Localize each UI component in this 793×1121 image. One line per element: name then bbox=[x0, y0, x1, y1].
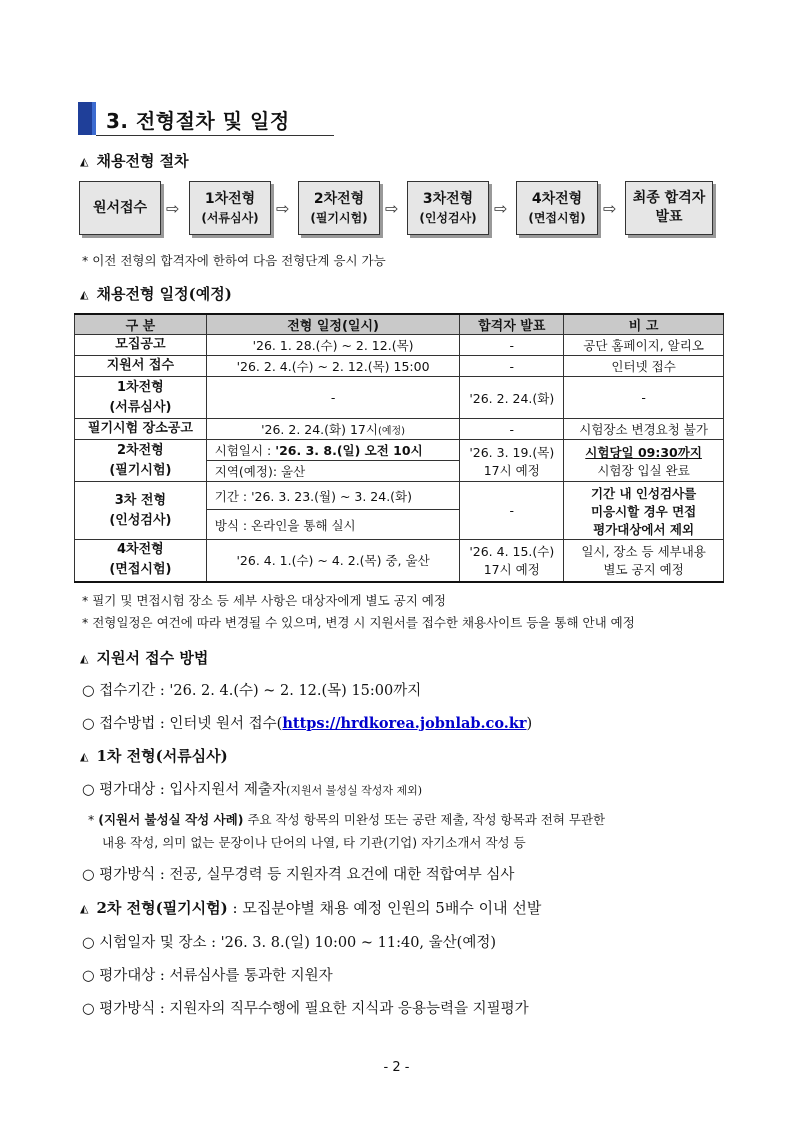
row-date: '26. 1. 28.(수) ~ 2. 12.(목) bbox=[206, 335, 460, 356]
schedule-heading bbox=[80, 283, 232, 304]
row-label-line: (서류심사) bbox=[109, 399, 172, 415]
row-date-small: (예정) bbox=[377, 426, 406, 437]
row-date: 지역(예정): 울산 bbox=[206, 461, 460, 482]
right-arrow-icon: ⇨ bbox=[385, 199, 399, 218]
table-row bbox=[75, 419, 724, 440]
row-result: - bbox=[460, 335, 564, 356]
stage1-example-bold: (지원서 불성실 작성 사례) bbox=[98, 812, 244, 827]
stage2-heading-text: 2차 전형(필기시험) bbox=[96, 899, 228, 917]
stage1-example-text: 주요 작성 항목의 미완성 또는 공란 제출, 작성 항목과 전혀 무관한 bbox=[243, 812, 606, 827]
row-note-line: 시험장 입실 완료 bbox=[597, 462, 690, 478]
row-note bbox=[564, 540, 724, 582]
flow-step-title: 2차전형 bbox=[313, 190, 365, 207]
row-note-line: 일시, 장소 등 세부내용 bbox=[581, 544, 706, 560]
row-label-line: 1차전형 bbox=[117, 379, 164, 395]
title-bar-accent-light bbox=[92, 102, 96, 135]
row-note-line: 평가대상에서 제외 bbox=[593, 521, 695, 537]
right-arrow-icon: ⇨ bbox=[603, 199, 617, 218]
stage2-heading bbox=[80, 897, 541, 918]
stage1-target-small: (지원서 불성실 작성자 제외) bbox=[286, 784, 423, 797]
row-note: - bbox=[564, 377, 724, 419]
row-note bbox=[564, 482, 724, 540]
triangle-icon: ◭ bbox=[80, 902, 89, 915]
right-arrow-icon: ⇨ bbox=[166, 199, 180, 218]
row-note: 인터넷 접수 bbox=[564, 356, 724, 377]
flow-step-sub: (필기시험) bbox=[310, 210, 368, 225]
procedure-heading-text: 채용전형 절차 bbox=[96, 152, 189, 170]
triangle-icon: ◭ bbox=[80, 155, 89, 168]
schedule-note: * 전형일정은 여건에 따라 변경될 수 있으며, 변경 시 지원서를 접수한 채용사이트 등을 통해 안내 예정 bbox=[82, 615, 635, 630]
application-method-suffix: ) bbox=[526, 716, 533, 732]
column-header: 비 고 bbox=[564, 314, 724, 335]
row-result: - bbox=[460, 419, 564, 440]
stage2-date: ○ 시험일자 및 장소 : '26. 3. 8.(일) 10:00 ~ 11:40, 울산(예정) bbox=[82, 935, 496, 951]
row-label-line: (필기시험) bbox=[109, 462, 172, 478]
row-result bbox=[460, 540, 564, 582]
stage1-example-text: 내용 작성, 의미 없는 문장이나 단어의 나열, 타 기관(기업) 자기소개서 작성 등 bbox=[102, 835, 526, 850]
title-underline bbox=[96, 135, 334, 136]
flow-step-stage4 bbox=[516, 181, 598, 235]
row-date-value: '26. 3. 8.(일) 오전 10시 bbox=[275, 443, 423, 458]
procedure-heading bbox=[80, 150, 189, 171]
row-note-line: 기간 내 인성검사를 bbox=[590, 485, 697, 501]
right-arrow-icon: ⇨ bbox=[494, 199, 508, 218]
row-label: 필기시험 장소공고 bbox=[75, 419, 207, 440]
row-date: 방식 : 온라인을 통해 실시 bbox=[206, 510, 460, 540]
flow-step-title: 1차전형 bbox=[204, 190, 256, 207]
flow-step-sub: (서류심사) bbox=[201, 210, 259, 225]
flow-step-sub: (인성검사) bbox=[419, 210, 477, 225]
table-header-row bbox=[75, 314, 724, 335]
row-result-line: 17시 예정 bbox=[483, 562, 540, 578]
row-label bbox=[75, 377, 207, 419]
row-label-line: (면접시험) bbox=[109, 562, 172, 578]
flow-step-title: 원서접수 bbox=[92, 199, 148, 216]
row-result: '26. 2. 24.(화) bbox=[460, 377, 564, 419]
flow-step-stage2 bbox=[298, 181, 380, 235]
row-result bbox=[460, 440, 564, 482]
row-label-line: 4차전형 bbox=[117, 542, 164, 558]
page-number: - 2 - bbox=[383, 1060, 410, 1075]
row-date: 기간 : '26. 3. 23.(월) ~ 3. 24.(화) bbox=[206, 482, 460, 510]
row-label-line: 2차전형 bbox=[117, 442, 164, 458]
application-heading-text: 지원서 접수 방법 bbox=[96, 649, 209, 667]
column-header: 구 분 bbox=[75, 314, 207, 335]
row-result: - bbox=[460, 482, 564, 540]
table-row bbox=[75, 540, 724, 582]
application-heading bbox=[80, 647, 208, 668]
stage1-heading bbox=[80, 745, 228, 766]
row-label bbox=[75, 540, 207, 582]
flow-step-title: 3차전형 bbox=[422, 190, 474, 207]
row-label bbox=[75, 482, 207, 540]
row-label: 모집공고 bbox=[75, 335, 207, 356]
column-header: 합격자 발표 bbox=[460, 314, 564, 335]
table-row bbox=[75, 356, 724, 377]
right-arrow-icon: ⇨ bbox=[276, 199, 290, 218]
schedule-note: * 필기 및 면접시험 장소 등 세부 사항은 대상자에게 별도 공지 예정 bbox=[82, 593, 446, 608]
row-result: - bbox=[460, 356, 564, 377]
flow-step-title: 4차전형 bbox=[531, 190, 583, 207]
row-date bbox=[206, 440, 460, 461]
table-row bbox=[75, 440, 724, 461]
procedure-note: * 이전 전형의 합격자에 한하여 다음 전형단계 응시 가능 bbox=[82, 253, 386, 268]
star-mark: * bbox=[88, 812, 95, 827]
stage1-method: ○ 평가방식 : 전공, 실무경력 등 지원자격 요건에 대한 적합여부 심사 bbox=[82, 867, 515, 883]
row-label-line: (인성검사) bbox=[109, 512, 172, 528]
row-note-line: 별도 공지 예정 bbox=[603, 562, 684, 578]
row-note: 공단 홈페이지, 알리오 bbox=[564, 335, 724, 356]
flow-step-stage1 bbox=[189, 181, 271, 235]
stage2-method: ○ 평가방식 : 지원자의 직무수행에 필요한 지식과 응용능력을 지필평가 bbox=[82, 1001, 529, 1017]
flow-step-title: 최종 합격자 bbox=[632, 190, 706, 206]
row-label bbox=[75, 440, 207, 482]
row-date bbox=[206, 419, 460, 440]
flow-step-sub: (면접시험) bbox=[528, 210, 586, 225]
stage2-heading-rest: : 모집분야별 채용 예정 인원의 5배수 이내 선발 bbox=[227, 899, 542, 917]
row-result-line: '26. 4. 15.(수) bbox=[469, 544, 555, 560]
row-result-line: '26. 3. 19.(목) bbox=[469, 444, 555, 460]
row-result-line: 17시 예정 bbox=[483, 462, 540, 478]
row-date: - bbox=[206, 377, 460, 419]
page-title: 3. 전형절차 및 일정 bbox=[106, 109, 290, 133]
application-method bbox=[82, 712, 532, 733]
row-date: '26. 4. 1.(수) ~ 4. 2.(목) 중, 울산 bbox=[206, 540, 460, 582]
flow-step-stage3 bbox=[407, 181, 489, 235]
row-note-line: 미응시할 경우 면접 bbox=[590, 503, 697, 519]
application-link[interactable]: https://hrdkorea.jobnlab.co.kr bbox=[282, 715, 527, 732]
flow-step-final bbox=[625, 181, 713, 235]
title-bar-accent bbox=[78, 102, 92, 135]
section-title bbox=[78, 100, 334, 136]
row-date-label: 시험일시 : bbox=[214, 443, 276, 458]
stage1-heading-text: 1차 전형(서류심사) bbox=[96, 747, 228, 765]
table-row bbox=[75, 377, 724, 419]
row-label-line: 3차 전형 bbox=[114, 492, 167, 508]
row-label: 지원서 접수 bbox=[75, 356, 207, 377]
schedule-table bbox=[74, 313, 724, 583]
flow-step-sub: 발표 bbox=[655, 209, 683, 225]
row-date-text: '26. 2. 24.(화) 17시 bbox=[261, 422, 378, 437]
triangle-icon: ◭ bbox=[80, 288, 89, 301]
application-period: ○ 접수기간 : '26. 2. 4.(수) ~ 2. 12.(목) 15:00까지 bbox=[82, 683, 422, 699]
table-row bbox=[75, 335, 724, 356]
column-header: 전형 일정(일시) bbox=[206, 314, 460, 335]
schedule-heading-text: 채용전형 일정(예정) bbox=[96, 285, 232, 303]
row-note bbox=[564, 440, 724, 482]
triangle-icon: ◭ bbox=[80, 750, 89, 763]
application-method-text: ○ 접수방법 : 인터넷 원서 접수( bbox=[82, 716, 283, 732]
row-note-line: 시험당일 09:30까지 bbox=[585, 444, 702, 460]
flow-step-application bbox=[79, 181, 161, 235]
table-row bbox=[75, 482, 724, 510]
triangle-icon: ◭ bbox=[80, 652, 89, 665]
stage1-target bbox=[82, 778, 422, 799]
stage1-target-text: ○ 평가대상 : 입사지원서 제출자 bbox=[82, 782, 287, 798]
stage1-example bbox=[88, 808, 728, 854]
stage2-target: ○ 평가대상 : 서류심사를 통과한 지원자 bbox=[82, 968, 333, 984]
row-date: '26. 2. 4.(수) ~ 2. 12.(목) 15:00 bbox=[206, 356, 460, 377]
row-note: 시험장소 변경요청 불가 bbox=[564, 419, 724, 440]
